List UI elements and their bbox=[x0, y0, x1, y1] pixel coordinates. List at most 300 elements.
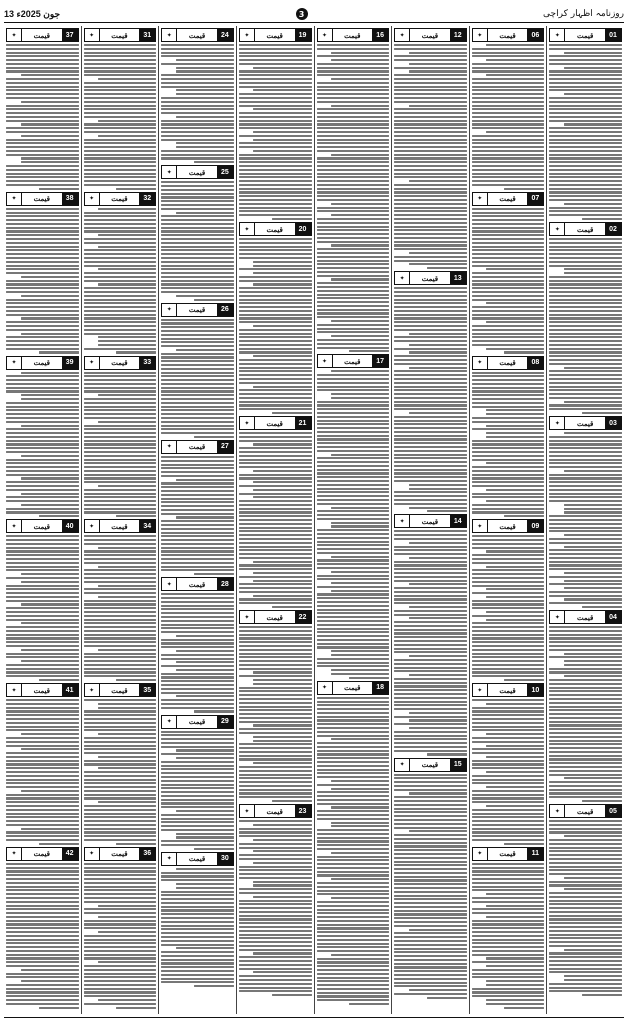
notice-title: قیمت bbox=[266, 30, 283, 40]
text-line bbox=[239, 598, 312, 600]
text-line bbox=[6, 741, 79, 743]
text-line bbox=[194, 848, 234, 850]
text-line bbox=[472, 447, 545, 449]
text-line bbox=[98, 999, 156, 1001]
text-line bbox=[394, 195, 467, 197]
text-line bbox=[161, 608, 234, 610]
text-line bbox=[6, 600, 79, 602]
notice-number: 02 bbox=[605, 223, 621, 235]
text-line bbox=[84, 660, 157, 662]
notice-number: 05 bbox=[605, 805, 621, 817]
text-line bbox=[394, 640, 467, 642]
text-line bbox=[317, 123, 390, 125]
text-line bbox=[84, 317, 157, 319]
text-line bbox=[6, 813, 79, 815]
text-line bbox=[6, 150, 79, 152]
text-line bbox=[317, 984, 390, 986]
text-line bbox=[161, 253, 234, 255]
text-line bbox=[486, 756, 544, 758]
notice-seal-icon: ✦ bbox=[7, 520, 22, 532]
text-line bbox=[317, 939, 390, 941]
text-line bbox=[549, 142, 622, 144]
text-line bbox=[549, 922, 622, 924]
text-line bbox=[6, 927, 79, 929]
text-line bbox=[253, 325, 311, 327]
text-line bbox=[84, 329, 157, 331]
text-line bbox=[549, 310, 622, 312]
notice-title: قیمت bbox=[576, 806, 594, 816]
text-line bbox=[161, 959, 234, 961]
text-line bbox=[394, 940, 467, 942]
text-line bbox=[239, 630, 312, 632]
text-line bbox=[409, 674, 467, 676]
text-line bbox=[504, 351, 544, 353]
text-line bbox=[116, 1007, 156, 1009]
text-line bbox=[6, 340, 79, 342]
text-line bbox=[394, 921, 467, 923]
text-line bbox=[427, 997, 467, 999]
text-line bbox=[394, 317, 467, 319]
notice-title: قیمت bbox=[188, 717, 206, 727]
text-line bbox=[239, 922, 312, 924]
text-line bbox=[161, 261, 234, 263]
text-line bbox=[239, 530, 312, 532]
text-line bbox=[84, 615, 157, 617]
notice-title: قیمت bbox=[499, 30, 516, 40]
text-line bbox=[116, 843, 156, 845]
text-line bbox=[394, 625, 467, 627]
text-line bbox=[472, 257, 545, 259]
top-rule bbox=[4, 22, 624, 23]
text-line bbox=[39, 188, 79, 190]
text-line bbox=[84, 554, 157, 556]
text-line bbox=[317, 856, 390, 858]
text-line bbox=[472, 451, 545, 453]
text-line bbox=[394, 499, 467, 501]
text-line bbox=[549, 843, 622, 845]
text-line bbox=[6, 645, 79, 647]
text-line bbox=[549, 847, 622, 849]
text-line bbox=[472, 67, 545, 69]
text-line bbox=[549, 443, 622, 445]
text-line bbox=[84, 760, 157, 762]
text-line bbox=[6, 154, 79, 156]
text-line bbox=[6, 230, 79, 232]
text-line bbox=[272, 412, 312, 414]
text-line bbox=[472, 249, 545, 251]
text-line bbox=[549, 440, 622, 442]
text-line bbox=[161, 703, 234, 705]
notice-number: 14 bbox=[450, 515, 466, 527]
text-line bbox=[331, 78, 389, 80]
text-line bbox=[472, 215, 545, 217]
text-line bbox=[317, 93, 390, 95]
text-line bbox=[394, 785, 467, 787]
text-line bbox=[239, 74, 312, 76]
text-line bbox=[21, 276, 79, 278]
text-line bbox=[317, 229, 390, 231]
text-line bbox=[549, 698, 622, 700]
text-line bbox=[317, 176, 390, 178]
text-line bbox=[21, 123, 79, 125]
text-line bbox=[161, 291, 234, 293]
notice-title: قیمت bbox=[576, 224, 594, 234]
text-line bbox=[239, 101, 312, 103]
text-line bbox=[549, 447, 622, 449]
notice-title: قیمت bbox=[188, 442, 206, 452]
notice-header bbox=[317, 681, 390, 695]
text-line bbox=[6, 634, 79, 636]
text-line bbox=[394, 591, 467, 593]
text-line bbox=[472, 246, 545, 248]
text-line bbox=[549, 48, 622, 50]
text-line bbox=[161, 631, 234, 633]
text-line bbox=[6, 939, 79, 941]
text-line bbox=[549, 112, 622, 114]
text-line bbox=[6, 447, 79, 449]
text-line bbox=[317, 609, 390, 611]
text-line bbox=[6, 794, 79, 796]
text-line bbox=[394, 97, 467, 99]
text-line bbox=[394, 955, 467, 957]
text-line bbox=[161, 955, 234, 957]
text-line bbox=[6, 508, 79, 510]
text-line bbox=[239, 964, 312, 966]
text-line bbox=[98, 336, 156, 338]
text-line bbox=[84, 797, 157, 799]
text-line bbox=[21, 573, 79, 575]
text-line bbox=[84, 375, 157, 377]
text-line bbox=[394, 735, 467, 737]
text-line bbox=[549, 884, 622, 886]
text-line bbox=[427, 753, 467, 755]
text-line bbox=[472, 656, 545, 658]
text-line bbox=[317, 833, 390, 835]
text-line bbox=[161, 44, 234, 46]
notice-header bbox=[84, 192, 157, 206]
text-line bbox=[549, 348, 622, 350]
text-line bbox=[84, 436, 157, 438]
text-line bbox=[6, 950, 79, 952]
text-line bbox=[317, 803, 390, 805]
notice-number: 38 bbox=[62, 193, 78, 205]
text-line bbox=[317, 97, 390, 99]
text-line bbox=[472, 154, 545, 156]
text-line bbox=[6, 912, 79, 914]
text-line bbox=[549, 781, 622, 783]
notice-header bbox=[472, 28, 545, 42]
text-line bbox=[394, 465, 467, 467]
text-line bbox=[161, 840, 234, 842]
text-line bbox=[394, 811, 467, 813]
text-line bbox=[84, 387, 157, 389]
notice-number: 28 bbox=[217, 578, 233, 590]
notice-number: 03 bbox=[605, 417, 621, 429]
text-line bbox=[394, 602, 467, 604]
text-line bbox=[6, 116, 79, 118]
text-line bbox=[84, 805, 157, 807]
text-line bbox=[161, 428, 234, 430]
text-line bbox=[253, 850, 311, 852]
notice-seal-icon: ✦ bbox=[240, 417, 255, 429]
notice-title: قیمت bbox=[266, 612, 283, 622]
text-line bbox=[161, 482, 234, 484]
text-line bbox=[472, 265, 545, 267]
text-line bbox=[161, 86, 234, 88]
text-line bbox=[6, 390, 79, 392]
notice-title: قیمت bbox=[33, 358, 50, 368]
text-line bbox=[161, 906, 234, 908]
text-line bbox=[84, 634, 157, 636]
text-line bbox=[564, 598, 622, 600]
text-line bbox=[239, 937, 312, 939]
text-line bbox=[564, 979, 622, 981]
text-line bbox=[84, 942, 157, 944]
text-line bbox=[549, 169, 622, 171]
text-line bbox=[84, 752, 157, 754]
notice-title: قیمت bbox=[344, 683, 361, 693]
text-line bbox=[161, 120, 234, 122]
text-line bbox=[472, 722, 545, 724]
text-line bbox=[239, 717, 312, 719]
notice-seal-icon: ✦ bbox=[7, 848, 22, 860]
text-line bbox=[317, 297, 390, 299]
text-line bbox=[84, 839, 157, 841]
notice-number: 24 bbox=[217, 29, 233, 41]
text-line bbox=[549, 481, 622, 483]
text-line bbox=[331, 878, 389, 880]
text-line bbox=[239, 858, 312, 860]
text-line bbox=[84, 775, 157, 777]
text-line bbox=[317, 301, 390, 303]
text-line bbox=[161, 829, 234, 831]
notice-body bbox=[549, 432, 622, 608]
text-line bbox=[549, 702, 622, 704]
text-line bbox=[472, 820, 545, 822]
text-line bbox=[549, 496, 622, 498]
text-line bbox=[161, 776, 234, 778]
text-line bbox=[549, 451, 622, 453]
text-line bbox=[239, 542, 312, 544]
text-line bbox=[394, 78, 467, 80]
text-line bbox=[161, 909, 234, 911]
text-line bbox=[394, 742, 467, 744]
text-line bbox=[472, 466, 545, 468]
text-line bbox=[317, 727, 390, 729]
text-line bbox=[161, 501, 234, 503]
text-line bbox=[317, 503, 390, 505]
text-line bbox=[84, 671, 157, 673]
text-line bbox=[472, 123, 545, 125]
text-line bbox=[394, 218, 467, 220]
text-line bbox=[161, 268, 234, 270]
text-line bbox=[317, 886, 390, 888]
text-line bbox=[239, 918, 312, 920]
text-line bbox=[84, 504, 157, 506]
text-line bbox=[472, 973, 545, 975]
page-number: 3 bbox=[296, 8, 308, 20]
text-line bbox=[549, 199, 622, 201]
text-line bbox=[394, 123, 467, 125]
text-line bbox=[409, 583, 467, 585]
text-line bbox=[317, 378, 390, 380]
text-line bbox=[549, 850, 622, 852]
text-line bbox=[472, 223, 545, 225]
text-line bbox=[549, 374, 622, 376]
text-line bbox=[317, 241, 390, 243]
text-line bbox=[394, 359, 467, 361]
text-line bbox=[239, 930, 312, 932]
text-line bbox=[549, 127, 622, 129]
text-line bbox=[394, 74, 467, 76]
text-line bbox=[549, 386, 622, 388]
text-line bbox=[176, 67, 234, 69]
text-line bbox=[472, 660, 545, 662]
text-line bbox=[161, 193, 234, 195]
text-line bbox=[317, 386, 390, 388]
notice-header bbox=[549, 28, 622, 42]
text-line bbox=[161, 432, 234, 434]
text-line bbox=[394, 580, 467, 582]
text-line bbox=[394, 913, 467, 915]
text-line bbox=[6, 208, 79, 210]
text-line bbox=[84, 763, 157, 765]
text-line bbox=[21, 425, 79, 427]
text-line bbox=[394, 610, 467, 612]
text-line bbox=[549, 527, 622, 529]
text-line bbox=[394, 241, 467, 243]
text-line bbox=[253, 131, 311, 133]
text-line bbox=[272, 218, 312, 220]
text-line bbox=[394, 325, 467, 327]
text-line bbox=[84, 874, 157, 876]
text-line bbox=[6, 489, 79, 491]
text-line bbox=[6, 336, 79, 338]
text-line bbox=[6, 78, 79, 80]
text-line bbox=[6, 779, 79, 781]
text-line bbox=[317, 950, 390, 952]
text-line bbox=[6, 675, 79, 677]
text-line bbox=[317, 74, 390, 76]
text-line bbox=[317, 457, 390, 459]
notice-number: 27 bbox=[217, 441, 233, 453]
text-line bbox=[317, 316, 390, 318]
text-line bbox=[161, 417, 234, 419]
text-line bbox=[6, 165, 79, 167]
text-line bbox=[317, 969, 390, 971]
text-line bbox=[6, 234, 79, 236]
text-line bbox=[6, 310, 79, 312]
text-line bbox=[194, 161, 234, 163]
notice-header bbox=[161, 303, 234, 317]
text-line bbox=[549, 63, 622, 65]
text-line bbox=[472, 615, 545, 617]
text-line bbox=[6, 991, 79, 993]
text-line bbox=[549, 333, 622, 335]
text-line bbox=[549, 538, 622, 540]
text-line bbox=[84, 641, 157, 643]
text-line bbox=[161, 283, 234, 285]
text-line bbox=[161, 891, 234, 893]
text-line bbox=[84, 146, 157, 148]
text-line bbox=[472, 573, 545, 575]
text-line bbox=[549, 983, 622, 985]
text-line bbox=[21, 477, 79, 479]
text-line bbox=[394, 853, 467, 855]
text-line bbox=[6, 173, 79, 175]
text-line bbox=[394, 708, 467, 710]
text-line bbox=[21, 790, 79, 792]
text-line bbox=[84, 619, 157, 621]
text-line bbox=[394, 982, 467, 984]
text-line bbox=[486, 965, 544, 967]
text-line bbox=[317, 837, 390, 839]
text-line bbox=[161, 74, 234, 76]
text-line bbox=[394, 876, 467, 878]
text-line bbox=[161, 460, 234, 462]
text-line bbox=[6, 417, 79, 419]
text-line bbox=[84, 398, 157, 400]
text-line bbox=[549, 176, 622, 178]
text-line bbox=[317, 161, 390, 163]
text-line bbox=[317, 55, 390, 57]
text-line bbox=[317, 191, 390, 193]
text-line bbox=[239, 777, 312, 779]
text-line bbox=[472, 390, 545, 392]
text-line bbox=[84, 257, 157, 259]
notice-seal-icon: ✦ bbox=[318, 29, 333, 41]
text-line bbox=[161, 105, 234, 107]
text-line bbox=[317, 331, 390, 333]
text-line bbox=[472, 622, 545, 624]
text-line bbox=[6, 923, 79, 925]
text-line bbox=[472, 931, 545, 933]
text-line bbox=[317, 931, 390, 933]
text-line bbox=[394, 568, 467, 570]
text-line bbox=[549, 583, 622, 585]
notice-number: 34 bbox=[139, 520, 155, 532]
notice-number: 32 bbox=[139, 193, 155, 205]
text-line bbox=[98, 931, 156, 933]
notice-number: 17 bbox=[372, 355, 388, 367]
text-line bbox=[84, 70, 157, 72]
text-line bbox=[549, 340, 622, 342]
text-line bbox=[317, 256, 390, 258]
text-line bbox=[549, 299, 622, 301]
notice-title: قیمت bbox=[266, 418, 283, 428]
text-line bbox=[161, 921, 234, 923]
text-line bbox=[6, 611, 79, 613]
text-line bbox=[317, 339, 390, 341]
text-line bbox=[394, 800, 467, 802]
text-line bbox=[472, 710, 545, 712]
text-line bbox=[239, 238, 312, 240]
text-line bbox=[564, 67, 622, 69]
text-line bbox=[317, 412, 390, 414]
text-line bbox=[98, 916, 156, 918]
text-line bbox=[317, 578, 390, 580]
text-line bbox=[272, 800, 312, 802]
text-line bbox=[84, 722, 157, 724]
text-line bbox=[317, 195, 390, 197]
text-line bbox=[472, 272, 545, 274]
text-line bbox=[394, 89, 467, 91]
notice-number: 06 bbox=[527, 29, 543, 41]
text-line bbox=[549, 317, 622, 319]
notice-number: 23 bbox=[295, 805, 311, 817]
text-line bbox=[472, 707, 545, 709]
text-line bbox=[394, 150, 467, 152]
